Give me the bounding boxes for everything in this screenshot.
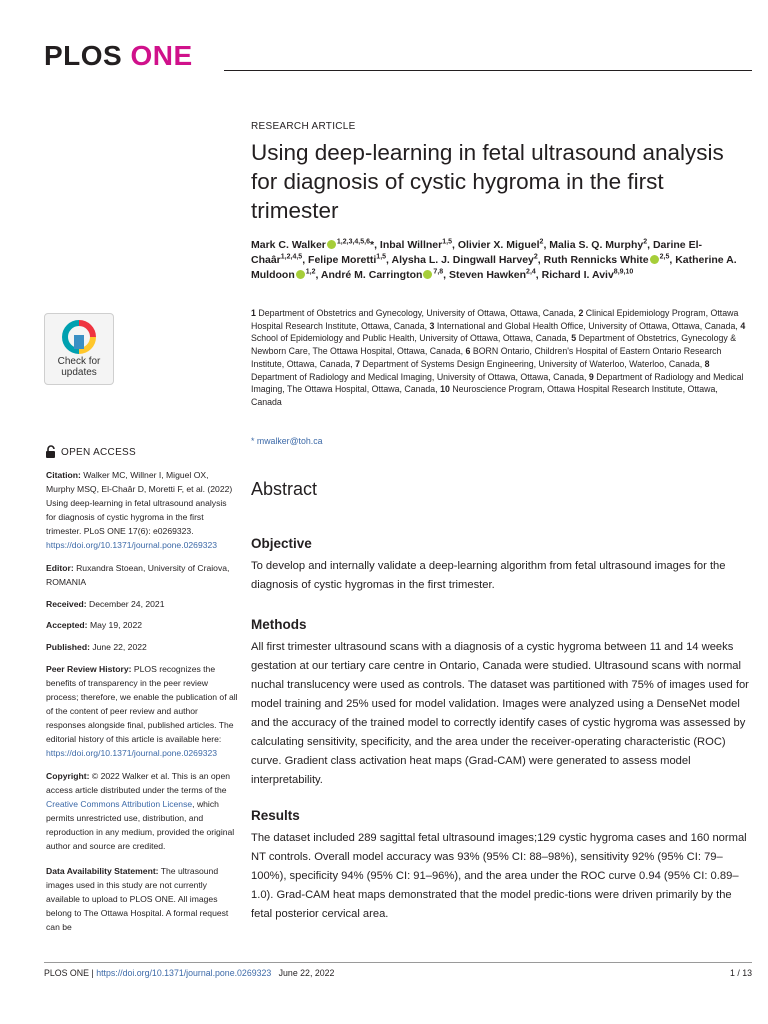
citation-text: Walker MC, Willner I, Miguel OX, Murphy MSQ, El-Chaâr D, Moretti F, et al. (2022) Using deep-learning in fetal ultrasound analysis for diagnosis of cystic hygroma in the first trimester. PLoS ONE 17(6): e0269323. <box>46 470 233 536</box>
author-list <box>251 238 751 283</box>
accepted-block <box>46 618 238 632</box>
accepted-label: Accepted: <box>46 620 88 630</box>
author-name[interactable]: Inbal Willner <box>379 239 443 251</box>
affiliation-text: Clinical Epidemiology Program, Ottawa Hospital Research Institute, Ottawa, Canada, <box>251 308 739 331</box>
author <box>380 239 458 251</box>
crossmark-line1: Check for <box>57 356 101 367</box>
author-affiliation-sup: 2 <box>533 253 538 261</box>
peer-review-text: PLOS recognizes the benefits of transparency in the peer review process; therefore, we enable the publication of all of the content of peer review and author responses alongside final, published articles. The editorial history of this article is available here: <box>46 664 238 744</box>
footer-journal: PLOS ONE <box>44 968 89 978</box>
article-title: Using deep-learning in fetal ultrasound analysis for diagnosis of cystic hygroma in the first trimester <box>251 140 724 223</box>
logo-one: ONE <box>130 40 193 71</box>
author-name[interactable]: Malia S. Q. Murphy <box>549 239 644 251</box>
footer-divider <box>44 962 752 963</box>
author <box>308 254 391 266</box>
crossmark-label <box>45 356 113 378</box>
peer-review-block <box>46 662 238 760</box>
affiliation-text: BORN Ontario, Children's Hospital of Eastern Ontario Research Institute, Ottawa, Canada, <box>251 346 722 369</box>
received-block <box>46 597 238 611</box>
author-affiliation-sup: 2,5 <box>659 253 670 261</box>
affiliation-number: 1 <box>251 308 256 318</box>
affiliation-item <box>355 359 704 369</box>
affiliation-number: 7 <box>355 358 361 369</box>
affiliation-number: 10 <box>440 384 450 395</box>
article-type: RESEARCH ARTICLE <box>251 121 356 132</box>
author-separator: , <box>537 254 544 266</box>
received-date: December 24, 2021 <box>89 599 165 609</box>
check-for-updates-button[interactable] <box>44 313 114 385</box>
orcid-icon[interactable] <box>296 270 305 279</box>
affiliations <box>251 307 751 409</box>
author-name[interactable]: Katherine A. Muldoon <box>251 254 737 281</box>
page-footer <box>44 968 334 978</box>
header-divider <box>224 70 752 71</box>
author <box>321 269 449 281</box>
methods-text: All first trimester ultrasound scans with a diagnosis of a cystic hygroma between 11 and 14 weeks gestation at our tertiary care centre in Ontario, Canada were studied. Ultrasound scans with normal nuchal translucency were used as controls. The dataset was partitioned with 75% of images used for model training and 25% used for model validation. Images were analyzed using a DenseNet model and the accuracy of the trained model to correctly identify cases of cystic hygroma was assessed by calculating sensitivity, specificity, and the area under the receiver-operating characteristic (ROC) curve. Gradient class activation heat maps (Grad-CAM) were generated to assess model interpretability. <box>251 641 749 786</box>
affiliation-number: 2 <box>578 308 584 318</box>
footer-date: June 22, 2022 <box>278 968 335 978</box>
affiliation-text: School of Epidemiology and Public Health, University of Ottawa, Ottawa, Canada, <box>251 333 572 344</box>
author-separator: , <box>647 239 653 251</box>
affiliation-number: 9 <box>588 371 594 382</box>
author-name[interactable]: Olivier X. Miguel <box>457 239 540 251</box>
logo-plos: PLOS <box>44 40 123 71</box>
author-affiliation-sup: 7,8 <box>433 268 444 276</box>
copyright-text: © 2022 Walker et al. This is an open access article distributed under the terms of the <box>46 771 231 795</box>
affiliation-text: Department of Obstetrics and Gynecology, University of Ottawa, Ottawa, Canada, <box>255 308 579 318</box>
affiliation-text: Department of Systems Design Engineering, University of Waterloo, Waterloo, Canada, <box>360 358 705 369</box>
citation-label: Citation: <box>46 470 81 480</box>
author-separator: , <box>669 254 676 266</box>
open-lock-icon <box>45 445 57 459</box>
author-separator: , <box>443 269 449 281</box>
journal-logo <box>44 40 193 72</box>
affiliation-number: 3 <box>429 320 435 331</box>
author-affiliation-sup: 2 <box>643 238 648 246</box>
crossmark-icon <box>62 320 96 354</box>
editor-label: Editor: <box>46 563 74 573</box>
data-availability-block <box>46 864 238 934</box>
author <box>542 269 634 281</box>
author-affiliation-sup: 1,5 <box>376 253 387 261</box>
author-affiliation-sup: 8,9,10 <box>613 268 634 276</box>
objective-text: To develop and internally validate a deep-learning algorithm from fetal ultrasound images for the diagnosis of cystic hygromas in the first trimester. <box>251 560 726 591</box>
page-number: 1 / 13 <box>729 968 752 978</box>
affiliation-text: Neuroscience Program, Ottawa Hospital Research Institute, Ottawa, Canada <box>251 384 718 407</box>
editor-text: Ruxandra Stoean, University of Craiova, ROMANIA <box>46 563 230 587</box>
orcid-icon[interactable] <box>327 240 336 249</box>
affiliation-number: 8 <box>704 358 710 369</box>
affiliation-text: Department of Obstetrics, Gynecology & Newborn Care, The Ottawa Hospital, Ottawa, Canada, <box>251 333 737 357</box>
open-access-label: OPEN ACCESS <box>61 446 136 458</box>
author-affiliation-sup: 1,5 <box>442 238 452 246</box>
author-name[interactable]: Ruth Rennicks White <box>543 254 649 266</box>
author-name[interactable]: Felipe Moretti <box>308 254 377 266</box>
copyright-label: Copyright: <box>46 771 90 781</box>
affiliation-number: 6 <box>465 346 471 357</box>
copyright-text-end: , which permits unrestricted use, distribution, and reproduction in any medium, provided the original author and source are credited. <box>46 799 235 851</box>
author-name[interactable]: Mark C. Walker <box>251 239 326 251</box>
citation-block <box>46 468 238 552</box>
author-affiliation-sup: 2 <box>539 238 544 246</box>
data-availability-label: Data Availability Statement: <box>46 866 159 876</box>
author <box>549 239 653 251</box>
peer-review-link[interactable]: https://doi.org/10.1371/journal.pone.0269323 <box>46 748 218 758</box>
affiliation-item <box>251 308 578 318</box>
abstract-heading: Abstract <box>251 479 318 499</box>
received-label: Received: <box>46 599 87 609</box>
orcid-icon[interactable] <box>650 255 659 264</box>
author-separator: , <box>386 254 392 266</box>
results-heading: Results <box>251 808 300 823</box>
author-separator: *, <box>369 239 380 251</box>
author-name[interactable]: Darine El-Chaâr <box>251 239 702 266</box>
affiliation-item <box>429 321 740 331</box>
author-affiliation-sup: 1,2,4,5 <box>280 253 303 261</box>
author-name[interactable]: Steven Hawken <box>449 269 527 281</box>
footer-separator: | <box>91 968 94 978</box>
author-separator: , <box>543 239 550 251</box>
author-name[interactable]: André M. Carrington <box>320 269 423 281</box>
author <box>544 254 676 266</box>
results-text: The dataset included 289 sagittal fetal ultrasound images;129 cystic hygroma cases and 160 normal NT controls. Overall model accuracy was 93% (95% CI: 88–98%), sensitivity 92% (95% CI: 79–100%), specificity 94% (95% CI: 91–96%), and the area under the ROC curve 0.94 (95% CI: 0.89–1.0). Grad-CAM heat maps demonstrated that the model predic-tions were driven primarily by the fetal posterior cervical area. <box>251 832 747 920</box>
footer-doi-link[interactable]: https://doi.org/10.1371/journal.pone.0269323 <box>96 968 272 978</box>
cc-license-link[interactable]: Creative Commons Attribution License <box>46 799 193 809</box>
author-separator: , <box>315 269 321 281</box>
affiliation-number: 4 <box>740 320 746 331</box>
peer-review-label: Peer Review History: <box>46 664 132 674</box>
methods-heading: Methods <box>251 617 307 632</box>
data-availability-text: The ultrasound images used in this study are not currently available to upload to PLOS ONE. All images belong to The Ottawa Hospital. A formal request can be <box>46 866 229 932</box>
author-separator: , <box>302 254 309 266</box>
affiliation-text: Department of Radiology and Medical Imaging, University of Ottawa, Ottawa, Canada, <box>251 371 589 382</box>
author-name[interactable]: Richard I. Aviv <box>541 269 614 281</box>
author <box>458 239 549 251</box>
author <box>251 239 380 251</box>
author <box>391 254 543 266</box>
published-date: June 22, 2022 <box>92 642 147 652</box>
author <box>449 269 542 281</box>
editor-block <box>46 561 238 589</box>
accepted-date: May 19, 2022 <box>89 620 143 630</box>
copyright-block <box>46 769 238 853</box>
author-affiliation-sup: 1,2 <box>305 268 316 276</box>
author-separator: , <box>451 239 458 251</box>
correspondence-email[interactable]: * mwalker@toh.ca <box>251 436 323 446</box>
author-affiliation-sup: 1,2,3,4,5,6 <box>336 238 370 246</box>
citation-doi-link[interactable]: https://doi.org/10.1371/journal.pone.0269323 <box>46 540 218 550</box>
affiliation-text: Department of Radiology and Medical Imaging, The Ottawa Hospital, Ottawa, Canada, <box>251 371 744 395</box>
crossmark-line2: updates <box>61 367 97 378</box>
affiliation-text: International and Global Health Office, University of Ottawa, Ottawa, Canada, <box>434 320 741 331</box>
open-access-badge <box>45 445 136 459</box>
published-block <box>46 640 238 654</box>
published-label: Published: <box>46 642 90 652</box>
objective-heading: Objective <box>251 536 312 551</box>
orcid-icon[interactable] <box>423 270 432 279</box>
author-affiliation-sup: 2,4 <box>526 268 536 276</box>
affiliation-number: 5 <box>571 333 577 344</box>
author-name[interactable]: Alysha L. J. Dingwall Harvey <box>391 254 534 266</box>
author-separator: , <box>535 269 542 281</box>
